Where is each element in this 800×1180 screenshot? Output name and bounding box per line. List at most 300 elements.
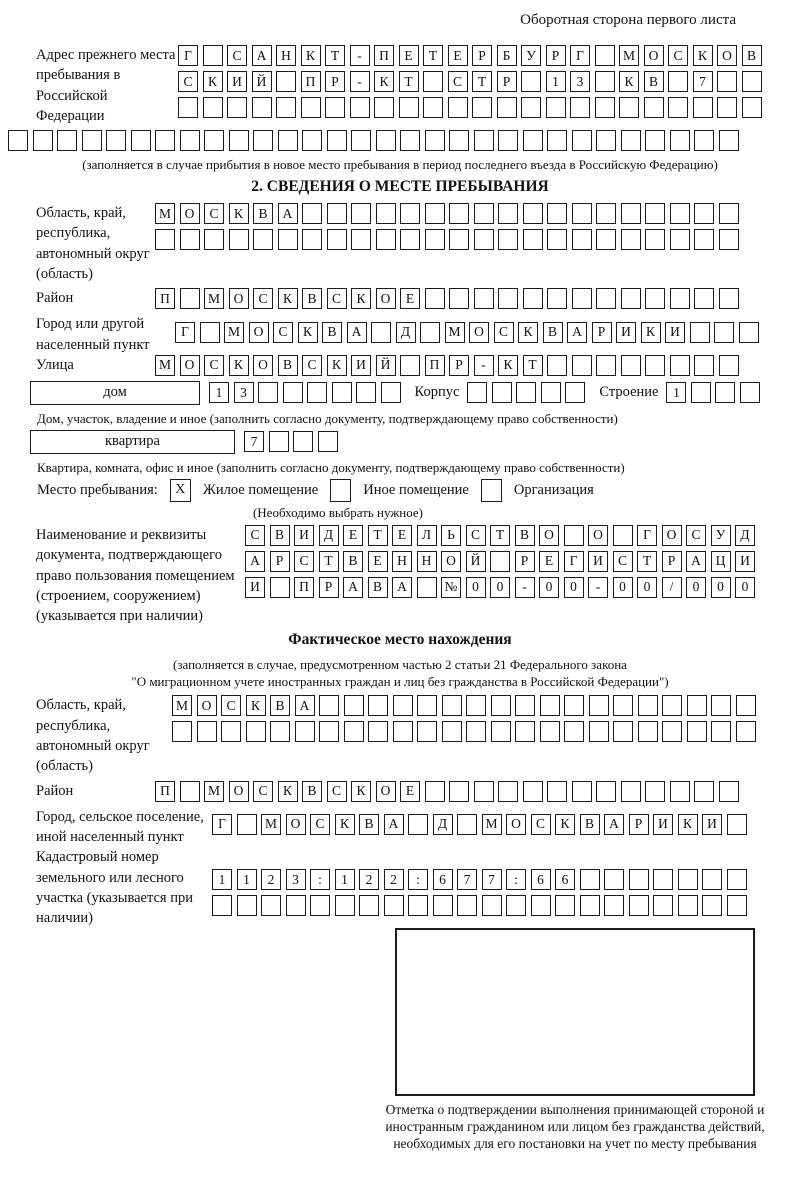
char-box[interactable]: Д (396, 322, 416, 343)
char-box[interactable]: М (482, 814, 502, 835)
char-box[interactable]: П (301, 71, 321, 92)
char-box[interactable] (629, 869, 649, 890)
char-box[interactable] (694, 288, 714, 309)
char-box[interactable] (613, 695, 633, 716)
char-box[interactable] (644, 97, 664, 118)
char-box[interactable] (212, 895, 232, 916)
char-box[interactable]: С (302, 355, 322, 376)
char-box[interactable]: О (376, 781, 396, 802)
char-box[interactable] (621, 130, 641, 151)
char-box[interactable]: К (335, 814, 355, 835)
char-box[interactable]: № (441, 577, 461, 598)
char-box[interactable] (687, 721, 707, 742)
char-box[interactable]: Й (376, 355, 396, 376)
char-box[interactable]: В (302, 288, 322, 309)
char-box[interactable]: Д (735, 525, 755, 546)
char-box[interactable] (690, 322, 710, 343)
char-box[interactable] (491, 721, 511, 742)
char-box[interactable] (482, 895, 502, 916)
char-box[interactable] (490, 551, 510, 572)
char-box[interactable]: Р (319, 577, 339, 598)
char-box[interactable] (727, 814, 747, 835)
char-box[interactable]: С (178, 71, 198, 92)
char-box[interactable]: Т (472, 71, 492, 92)
char-box[interactable]: 6 (555, 869, 575, 890)
char-box[interactable]: О (588, 525, 608, 546)
char-box[interactable]: : (506, 869, 526, 890)
char-box[interactable]: И (653, 814, 673, 835)
char-box[interactable]: Б (497, 45, 517, 66)
char-box[interactable]: А (686, 551, 706, 572)
char-box[interactable]: Д (433, 814, 453, 835)
char-box[interactable] (131, 130, 151, 151)
char-box[interactable]: В (359, 814, 379, 835)
char-box[interactable]: Н (392, 551, 412, 572)
char-box[interactable] (472, 97, 492, 118)
char-box[interactable]: Ь (441, 525, 461, 546)
char-box[interactable]: 7 (457, 869, 477, 890)
char-box[interactable]: О (253, 355, 273, 376)
char-box[interactable] (302, 203, 322, 224)
char-box[interactable] (621, 781, 641, 802)
char-box[interactable]: К (278, 781, 298, 802)
char-box[interactable]: Е (392, 525, 412, 546)
char-box[interactable] (449, 229, 469, 250)
char-box[interactable] (425, 781, 445, 802)
char-box[interactable]: А (278, 203, 298, 224)
char-box[interactable] (670, 130, 690, 151)
char-box[interactable]: О (286, 814, 306, 835)
char-box[interactable]: Р (497, 71, 517, 92)
char-box[interactable] (670, 229, 690, 250)
char-box[interactable] (319, 721, 339, 742)
char-box[interactable]: О (506, 814, 526, 835)
char-box[interactable] (278, 130, 298, 151)
char-box[interactable]: К (498, 355, 518, 376)
char-box[interactable]: В (543, 322, 563, 343)
char-box[interactable]: 0 (735, 577, 755, 598)
char-box[interactable] (653, 869, 673, 890)
char-box[interactable] (572, 229, 592, 250)
char-box[interactable] (523, 130, 543, 151)
char-box[interactable]: К (278, 288, 298, 309)
char-box[interactable] (457, 895, 477, 916)
char-box[interactable] (572, 355, 592, 376)
char-box[interactable]: : (310, 869, 330, 890)
char-box[interactable] (580, 895, 600, 916)
char-box[interactable] (384, 895, 404, 916)
char-box[interactable]: В (302, 781, 322, 802)
char-box[interactable]: 6 (531, 869, 551, 890)
char-box[interactable] (417, 577, 437, 598)
char-box[interactable]: С (494, 322, 514, 343)
char-box[interactable] (356, 382, 376, 403)
char-box[interactable]: - (350, 71, 370, 92)
char-box[interactable]: М (204, 288, 224, 309)
char-box[interactable] (670, 288, 690, 309)
char-box[interactable]: И (227, 71, 247, 92)
char-box[interactable] (645, 288, 665, 309)
char-box[interactable]: И (665, 322, 685, 343)
char-box[interactable] (547, 781, 567, 802)
char-box[interactable] (621, 288, 641, 309)
char-box[interactable]: С (613, 551, 633, 572)
char-box[interactable] (742, 97, 762, 118)
char-box[interactable]: 1 (666, 382, 686, 403)
char-box[interactable]: Н (417, 551, 437, 572)
char-box[interactable] (521, 97, 541, 118)
char-box[interactable] (204, 229, 224, 250)
char-box[interactable]: К (374, 71, 394, 92)
char-box[interactable] (668, 71, 688, 92)
char-box[interactable]: 7 (244, 431, 264, 452)
char-box[interactable]: Е (368, 551, 388, 572)
char-box[interactable]: М (204, 781, 224, 802)
char-box[interactable] (687, 695, 707, 716)
char-box[interactable] (736, 721, 756, 742)
char-box[interactable]: К (518, 322, 538, 343)
char-box[interactable]: 6 (433, 869, 453, 890)
char-box[interactable] (229, 130, 249, 151)
char-box[interactable]: 3 (570, 71, 590, 92)
char-box[interactable]: - (350, 45, 370, 66)
char-box[interactable]: М (155, 203, 175, 224)
char-box[interactable] (221, 721, 241, 742)
char-box[interactable] (457, 814, 477, 835)
char-box[interactable]: 3 (234, 382, 254, 403)
char-box[interactable]: В (742, 45, 762, 66)
char-box[interactable]: Г (212, 814, 232, 835)
char-box[interactable]: И (294, 525, 314, 546)
char-box[interactable]: В (343, 551, 363, 572)
char-box[interactable]: 0 (711, 577, 731, 598)
char-box[interactable]: Й (466, 551, 486, 572)
char-box[interactable]: 0 (466, 577, 486, 598)
char-box[interactable] (619, 97, 639, 118)
char-box[interactable]: А (604, 814, 624, 835)
char-box[interactable] (604, 869, 624, 890)
char-box[interactable]: Е (400, 781, 420, 802)
char-box[interactable] (423, 71, 443, 92)
char-box[interactable] (531, 895, 551, 916)
char-box[interactable] (719, 203, 739, 224)
char-box[interactable] (572, 781, 592, 802)
char-box[interactable] (449, 203, 469, 224)
char-box[interactable]: И (735, 551, 755, 572)
char-box[interactable] (719, 229, 739, 250)
char-box[interactable]: А (392, 577, 412, 598)
char-box[interactable]: П (294, 577, 314, 598)
char-box[interactable] (351, 203, 371, 224)
char-box[interactable] (638, 695, 658, 716)
char-box[interactable]: Г (178, 45, 198, 66)
char-box[interactable] (180, 229, 200, 250)
char-box[interactable]: О (644, 45, 664, 66)
char-box[interactable]: / (662, 577, 682, 598)
char-box[interactable]: Д (319, 525, 339, 546)
char-box[interactable]: Г (570, 45, 590, 66)
char-box[interactable] (498, 203, 518, 224)
char-box[interactable]: К (246, 695, 266, 716)
char-box[interactable] (203, 45, 223, 66)
char-box[interactable]: Е (400, 288, 420, 309)
char-box[interactable]: О (469, 322, 489, 343)
char-box[interactable]: С (310, 814, 330, 835)
char-box[interactable]: С (327, 781, 347, 802)
char-box[interactable] (417, 721, 437, 742)
char-box[interactable] (694, 781, 714, 802)
char-box[interactable] (564, 525, 584, 546)
char-box[interactable] (229, 229, 249, 250)
char-box[interactable]: У (711, 525, 731, 546)
char-box[interactable] (719, 781, 739, 802)
char-box[interactable]: П (425, 355, 445, 376)
char-box[interactable] (719, 288, 739, 309)
char-box[interactable]: 7 (482, 869, 502, 890)
char-box[interactable]: К (229, 355, 249, 376)
char-box[interactable] (106, 130, 126, 151)
char-box[interactable] (276, 71, 296, 92)
char-box[interactable]: К (351, 781, 371, 802)
char-box[interactable]: Е (343, 525, 363, 546)
char-box[interactable]: В (270, 525, 290, 546)
char-box[interactable]: В (368, 577, 388, 598)
char-box[interactable] (589, 695, 609, 716)
char-box[interactable]: О (662, 525, 682, 546)
char-box[interactable] (307, 382, 327, 403)
char-box[interactable]: Т (319, 551, 339, 572)
char-box[interactable]: А (567, 322, 587, 343)
char-box[interactable] (621, 203, 641, 224)
char-box[interactable] (521, 71, 541, 92)
char-box[interactable] (736, 695, 756, 716)
char-box[interactable] (448, 97, 468, 118)
char-box[interactable]: К (678, 814, 698, 835)
char-box[interactable] (374, 97, 394, 118)
char-box[interactable] (491, 695, 511, 716)
char-box[interactable]: В (644, 71, 664, 92)
char-box[interactable] (595, 71, 615, 92)
char-box[interactable] (381, 382, 401, 403)
char-box[interactable]: К (351, 288, 371, 309)
char-box[interactable]: 0 (490, 577, 510, 598)
char-box[interactable] (691, 382, 711, 403)
char-box[interactable] (466, 695, 486, 716)
char-box[interactable] (596, 288, 616, 309)
char-box[interactable]: 1 (209, 382, 229, 403)
char-box[interactable] (474, 130, 494, 151)
char-box[interactable] (711, 695, 731, 716)
char-box[interactable] (237, 814, 257, 835)
char-box[interactable] (492, 382, 512, 403)
checkbox-organization[interactable] (481, 479, 502, 502)
char-box[interactable] (376, 203, 396, 224)
char-box[interactable]: В (278, 355, 298, 376)
char-box[interactable]: Р (592, 322, 612, 343)
char-box[interactable] (670, 203, 690, 224)
char-box[interactable] (629, 895, 649, 916)
char-box[interactable] (246, 721, 266, 742)
char-box[interactable]: Е (399, 45, 419, 66)
char-box[interactable] (565, 382, 585, 403)
char-box[interactable]: М (155, 355, 175, 376)
char-box[interactable] (596, 229, 616, 250)
char-box[interactable] (302, 229, 322, 250)
char-box[interactable]: Р (546, 45, 566, 66)
char-box[interactable] (546, 97, 566, 118)
char-box[interactable]: В (322, 322, 342, 343)
char-box[interactable] (425, 203, 445, 224)
char-box[interactable] (555, 895, 575, 916)
char-box[interactable]: В (515, 525, 535, 546)
char-box[interactable] (344, 721, 364, 742)
char-box[interactable] (515, 695, 535, 716)
char-box[interactable]: О (197, 695, 217, 716)
char-box[interactable] (368, 721, 388, 742)
char-box[interactable] (719, 355, 739, 376)
char-box[interactable] (719, 130, 739, 151)
char-box[interactable] (425, 130, 445, 151)
char-box[interactable] (376, 229, 396, 250)
char-box[interactable]: С (531, 814, 551, 835)
char-box[interactable] (393, 695, 413, 716)
char-box[interactable]: Г (175, 322, 195, 343)
char-box[interactable] (702, 869, 722, 890)
char-box[interactable]: И (588, 551, 608, 572)
char-box[interactable] (727, 895, 747, 916)
char-box[interactable] (547, 229, 567, 250)
char-box[interactable]: С (686, 525, 706, 546)
char-box[interactable] (417, 695, 437, 716)
char-box[interactable] (278, 229, 298, 250)
char-box[interactable] (645, 130, 665, 151)
char-box[interactable] (515, 721, 535, 742)
char-box[interactable] (237, 895, 257, 916)
char-box[interactable] (645, 229, 665, 250)
char-box[interactable] (293, 431, 313, 452)
char-box[interactable] (678, 869, 698, 890)
char-box[interactable]: К (619, 71, 639, 92)
char-box[interactable]: И (616, 322, 636, 343)
char-box[interactable] (595, 97, 615, 118)
checkbox-residential[interactable]: X (170, 479, 191, 502)
char-box[interactable] (318, 431, 338, 452)
char-box[interactable]: Т (637, 551, 657, 572)
char-box[interactable] (408, 814, 428, 835)
char-box[interactable]: А (347, 322, 367, 343)
char-box[interactable] (474, 229, 494, 250)
char-box[interactable]: С (204, 355, 224, 376)
char-box[interactable]: 2 (261, 869, 281, 890)
char-box[interactable]: : (408, 869, 428, 890)
char-box[interactable]: - (588, 577, 608, 598)
char-box[interactable] (399, 97, 419, 118)
char-box[interactable]: С (668, 45, 688, 66)
char-box[interactable]: Р (629, 814, 649, 835)
char-box[interactable] (433, 895, 453, 916)
char-box[interactable] (742, 71, 762, 92)
char-box[interactable]: 2 (359, 869, 379, 890)
char-box[interactable] (645, 781, 665, 802)
char-box[interactable]: Р (325, 71, 345, 92)
char-box[interactable]: П (155, 288, 175, 309)
char-box[interactable] (668, 97, 688, 118)
char-box[interactable] (678, 895, 698, 916)
char-box[interactable] (727, 869, 747, 890)
char-box[interactable]: Т (325, 45, 345, 66)
char-box[interactable] (498, 288, 518, 309)
char-box[interactable] (474, 288, 494, 309)
char-box[interactable] (694, 130, 714, 151)
char-box[interactable] (547, 203, 567, 224)
char-box[interactable]: Р (662, 551, 682, 572)
char-box[interactable] (200, 322, 220, 343)
char-box[interactable] (621, 229, 641, 250)
char-box[interactable]: П (155, 781, 175, 802)
char-box[interactable]: В (270, 695, 290, 716)
char-box[interactable] (442, 695, 462, 716)
char-box[interactable] (547, 130, 567, 151)
char-box[interactable] (580, 869, 600, 890)
char-box[interactable] (621, 355, 641, 376)
char-box[interactable] (572, 130, 592, 151)
char-box[interactable]: 1 (237, 869, 257, 890)
char-box[interactable] (662, 721, 682, 742)
char-box[interactable]: А (384, 814, 404, 835)
char-box[interactable] (204, 130, 224, 151)
char-box[interactable] (295, 721, 315, 742)
char-box[interactable]: О (229, 781, 249, 802)
char-box[interactable] (408, 895, 428, 916)
char-box[interactable] (540, 695, 560, 716)
char-box[interactable]: К (327, 355, 347, 376)
char-box[interactable] (270, 577, 290, 598)
char-box[interactable]: Р (515, 551, 535, 572)
char-box[interactable]: Т (423, 45, 443, 66)
char-box[interactable]: 0 (539, 577, 559, 598)
char-box[interactable] (253, 130, 273, 151)
char-box[interactable] (180, 130, 200, 151)
char-box[interactable] (270, 721, 290, 742)
char-box[interactable] (371, 322, 391, 343)
char-box[interactable]: С (253, 781, 273, 802)
char-box[interactable] (670, 355, 690, 376)
char-box[interactable] (344, 695, 364, 716)
char-box[interactable]: В (253, 203, 273, 224)
char-box[interactable] (258, 382, 278, 403)
char-box[interactable] (466, 721, 486, 742)
char-box[interactable]: Ц (711, 551, 731, 572)
char-box[interactable]: 0 (637, 577, 657, 598)
char-box[interactable] (645, 355, 665, 376)
char-box[interactable] (595, 45, 615, 66)
char-box[interactable]: Т (368, 525, 388, 546)
char-box[interactable] (172, 721, 192, 742)
char-box[interactable]: 1 (335, 869, 355, 890)
char-box[interactable] (596, 355, 616, 376)
char-box[interactable] (523, 203, 543, 224)
char-box[interactable]: С (227, 45, 247, 66)
char-box[interactable]: 0 (613, 577, 633, 598)
char-box[interactable] (368, 695, 388, 716)
char-box[interactable] (523, 781, 543, 802)
char-box[interactable] (319, 695, 339, 716)
char-box[interactable] (449, 130, 469, 151)
char-box[interactable] (474, 203, 494, 224)
char-box[interactable]: К (641, 322, 661, 343)
char-box[interactable] (400, 355, 420, 376)
char-box[interactable]: Н (276, 45, 296, 66)
